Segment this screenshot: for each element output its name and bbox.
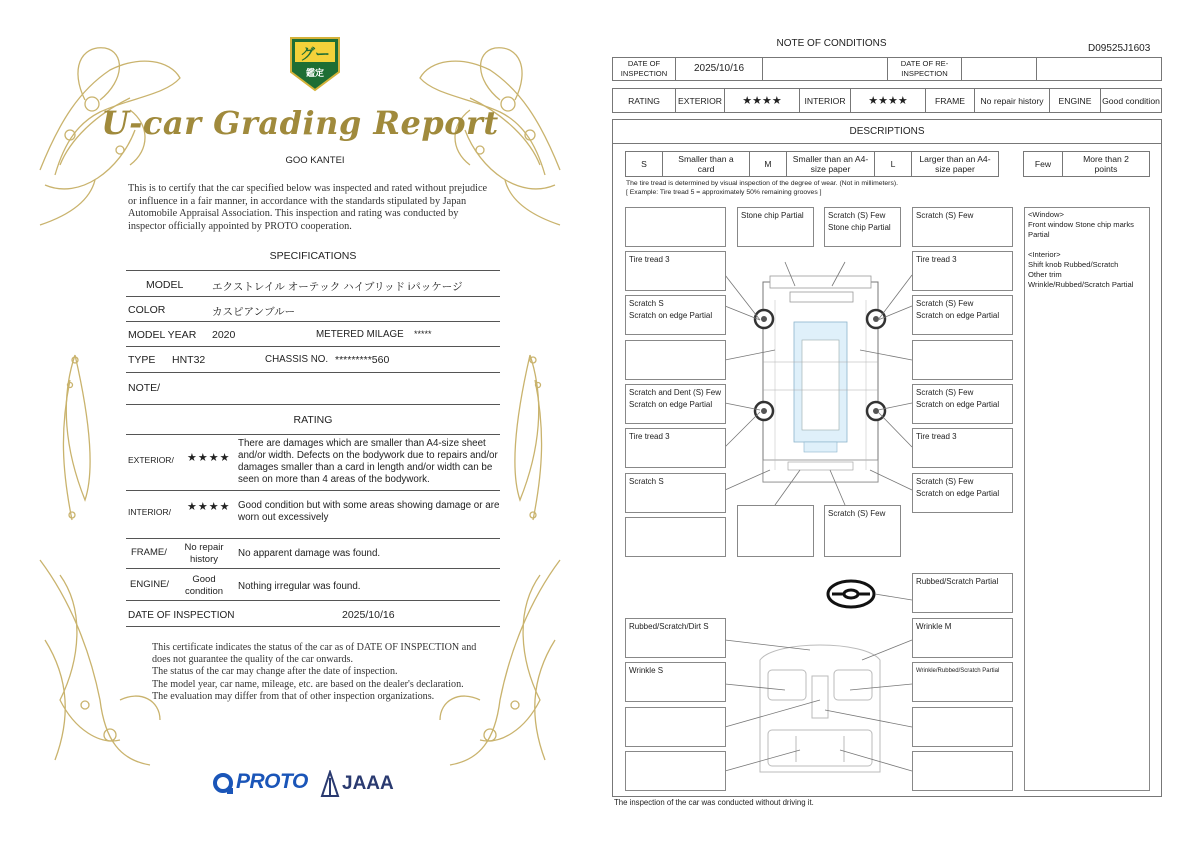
divider [126, 346, 500, 347]
proto-logo-icon [213, 770, 235, 796]
damage-box-front-bumper: Stone chip Partial [737, 207, 814, 247]
damage-box-front-left [625, 207, 726, 247]
exterior-label: EXTERIOR [675, 88, 725, 113]
certificate-footer [152, 642, 482, 703]
divider [126, 270, 500, 271]
divider [126, 568, 500, 569]
damage-box-front-right: Scratch (S) Few [912, 207, 1013, 247]
divider [126, 434, 500, 435]
metered-mileage-label: METERED MILAGE [316, 329, 404, 340]
rating-label: RATING [612, 88, 676, 113]
damage-box-right-front-door [912, 340, 1013, 380]
type-label: TYPE [128, 354, 156, 366]
damage-box-rear-bumper [737, 505, 814, 557]
report-title: U-car Grading Report [101, 104, 499, 142]
note-label: NOTE/ [128, 382, 161, 394]
damage-box-steering-wheel: Rubbed/Scratch Partial [912, 573, 1013, 613]
additional-notes: <Window> Front window Stone chip marks Partial <Interior> Shift knob Rubbed/Scratch Other trim Wrinkle/Rubbed/Scratch Partial [1024, 207, 1150, 791]
divider [126, 296, 500, 297]
svg-text:鑑定: 鑑定 [305, 68, 325, 78]
legend-few-code: Few [1023, 151, 1063, 177]
legend-l-code: L [874, 151, 912, 177]
type-value: HNT32 [172, 354, 206, 366]
damage-box-console [625, 707, 726, 747]
damage-box-left-rear-door: Scratch and Dent (S) Few Scratch on edge Partial [625, 384, 726, 424]
specifications-heading: SPECIFICATIONS [269, 250, 357, 262]
divider [126, 626, 500, 627]
date-of-inspection-label: DATE OF INSPECTION [612, 57, 676, 81]
damage-box-front-left-tire: Tire tread 3 [625, 251, 726, 291]
damage-box-interior-ceiling: Rubbed/Scratch/Dirt S [625, 618, 726, 658]
exterior-label: EXTERIOR/ [128, 455, 174, 465]
tread-note: The tire tread is determined by visual inspection of the degree of wear. (Not in millimeters). [626, 180, 898, 187]
goo-kantei-badge-icon [287, 32, 343, 94]
damage-box-right-quarter: Scratch (S) Few Scratch on edge Partial [912, 473, 1013, 513]
legend-few-text: More than 2 points [1062, 151, 1150, 177]
interior-label: INTERIOR/ [128, 507, 171, 517]
divider [126, 404, 500, 405]
damage-box-rear-seat-right [912, 751, 1013, 791]
divider [126, 600, 500, 601]
model-label: MODEL [146, 279, 184, 291]
damage-box-front-right-tire: Tire tread 3 [912, 251, 1013, 291]
damage-box-left-front-door [625, 340, 726, 380]
model-value: エクストレイル オーテック ハイブリッド iパッケージ [212, 281, 463, 293]
footer-line: The model year, car name, mileage, etc. are based on the dealer's declaration. [152, 678, 464, 690]
engine-label: ENGINE [1049, 88, 1101, 113]
chassis-label: CHASSIS NO. [265, 354, 329, 365]
car-interior-view [760, 645, 880, 772]
conditions-footer: The inspection of the car was conducted without driving it. [614, 798, 814, 807]
tread-example: [ Example: Tire tread 5 = approximately 50% remaining grooves ] [626, 189, 822, 196]
note-of-conditions [600, 0, 1200, 848]
footer-line: This certificate indicates the status of the car as of DATE OF INSPECTION and does not guarantee the quality of the car onwards. [152, 642, 477, 666]
damage-box-shift-area [912, 707, 1013, 747]
chassis-value: *********560 [335, 354, 390, 366]
model-year-label: MODEL YEAR [128, 329, 197, 341]
date-of-inspection-value: 2025/10/16 [675, 57, 763, 81]
frame-value: No repair history [974, 88, 1050, 113]
damage-box-right-fender: Scratch (S) Few Scratch on edge Partial [912, 295, 1013, 335]
car-top-view [763, 276, 878, 482]
damage-box-tailgate: Scratch (S) Few [824, 505, 901, 557]
engine-label: ENGINE/ [130, 579, 170, 590]
exterior-stars: ★★★★ [187, 452, 231, 464]
date-of-inspection-value: 2025/10/16 [342, 609, 395, 621]
divider [126, 372, 500, 373]
color-label: COLOR [128, 304, 166, 316]
legend-m-text: Smaller than an A4-size paper [786, 151, 875, 177]
interior-label: INTERIOR [799, 88, 851, 113]
document-id: D09525J1603 [1088, 43, 1151, 54]
damage-box-rear-right-tire: Tire tread 3 [912, 428, 1013, 468]
model-year-value: 2020 [212, 329, 236, 341]
damage-box-left-quarter: Scratch S [625, 473, 726, 513]
damage-box-rear-left-tire: Tire tread 3 [625, 428, 726, 468]
svg-text:グー: グー [299, 46, 331, 63]
footer-line: The status of the car may change after the date of inspection. [152, 666, 398, 678]
divider [126, 321, 500, 322]
metered-mileage-value: ***** [414, 329, 432, 339]
legend-m-code: M [749, 151, 787, 177]
engine-value: Good condition [184, 574, 224, 597]
damage-box-passenger-seat: Wrinkle/Rubbed/Scratch Partial [912, 662, 1013, 702]
exterior-description: There are damages which are smaller than A4-size sheet and/or width. Defects on the bodywork due to repairs and/or damages smaller than a card in length and/or width can be seen on more than 4 areas of the bodywork. [238, 438, 498, 485]
frame-label: FRAME/ [131, 547, 167, 558]
damage-box-driver-seat: Wrinkle S [625, 662, 726, 702]
frame-label: FRAME [925, 88, 975, 113]
damage-box-left-fender: Scratch S Scratch on edge Partial [625, 295, 726, 335]
footer-line: The evaluation may differ from that of other inspection organizations. [152, 690, 435, 702]
rating-heading: RATING [293, 414, 333, 426]
steering-wheel-icon [828, 581, 874, 607]
damage-box-rear-left [625, 517, 726, 557]
jaaa-logo-icon [320, 770, 340, 798]
conditions-title: NOTE OF CONDITIONS [776, 38, 887, 49]
damage-box-interior-dash: Wrinkle M [912, 618, 1013, 658]
descriptions-heading: DESCRIPTIONS [612, 119, 1162, 144]
legend-s-code: S [625, 151, 663, 177]
proto-logo: PROTO [236, 770, 308, 793]
frame-value: No repair history [184, 542, 224, 565]
interior-stars: ★★★★ [850, 88, 926, 113]
date-of-inspection-label: DATE OF INSPECTION [128, 610, 235, 621]
engine-description: Nothing irregular was found. [238, 581, 361, 592]
jaaa-logo: JAAA [342, 773, 394, 794]
interior-stars: ★★★★ [187, 501, 231, 513]
legend-l-text: Larger than an A4-size paper [911, 151, 999, 177]
interior-description: Good condition but with some areas showing damage or are worn out excessively [238, 500, 500, 523]
divider [126, 490, 500, 491]
date-of-reinspection-label: DATE OF RE-INSPECTION [887, 57, 962, 81]
damage-box-right-rear-door: Scratch (S) Few Scratch on edge Partial [912, 384, 1013, 424]
engine-value: Good condition [1100, 88, 1162, 113]
report-subtitle: GOO KANTEI [285, 155, 345, 166]
damage-box-rear-seat-left [625, 751, 726, 791]
certification-statement: This is to certify that the car specified below was inspected and rated without prejudice or influence in a fair manner, in accordance with the standards stipulated by Japan Automobile Appraisal Association. This inspection and rating was conducted by inspector officially appointed by PROTO cooperation. [128, 183, 488, 232]
frame-description: No apparent damage was found. [238, 548, 381, 559]
divider [126, 538, 500, 539]
legend-s-text: Smaller than a card [662, 151, 750, 177]
exterior-stars: ★★★★ [724, 88, 800, 113]
damage-box-hood: Scratch (S) Few Stone chip Partial [824, 207, 901, 247]
color-value: カスピアンブルー [212, 306, 296, 318]
